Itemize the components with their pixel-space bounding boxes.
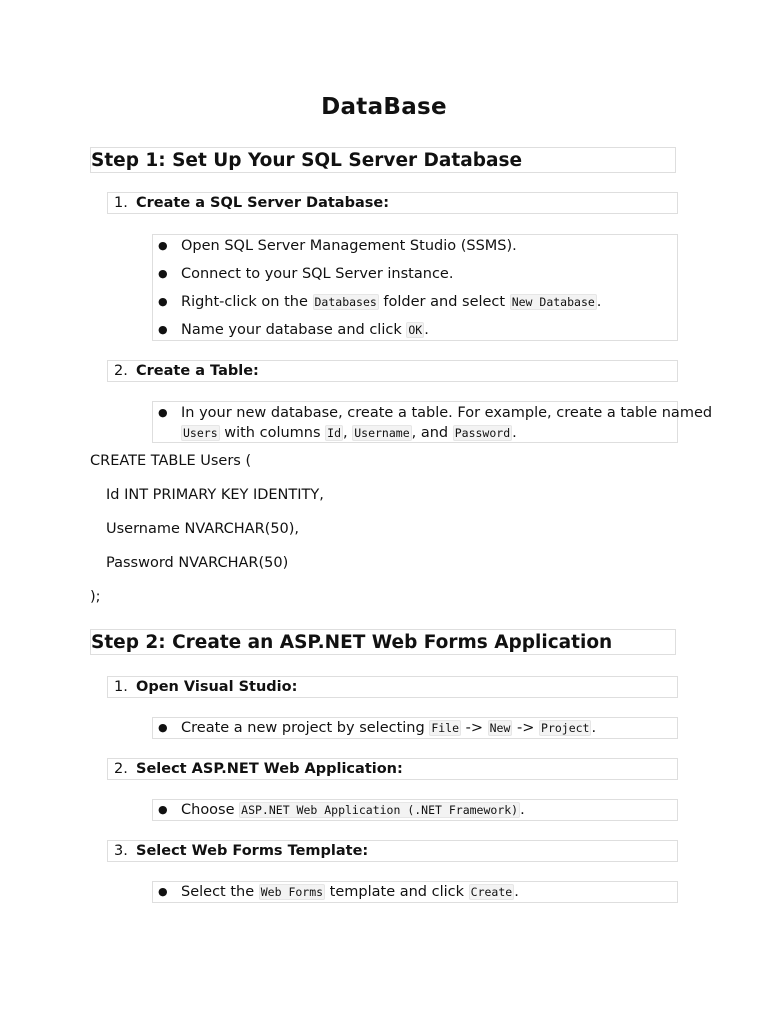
step2-item-2-bullets — [152, 799, 678, 821]
code-id: Id — [327, 426, 342, 440]
bullet-text: . — [514, 884, 519, 900]
step1-item-2-label: Create a Table: — [136, 363, 259, 379]
step1-item-2-number: 2. — [114, 363, 128, 379]
step2-item-2-number: 2. — [114, 761, 128, 777]
step1-heading: Step 1: Set Up Your SQL Server Database — [90, 147, 676, 173]
step1-item-1-number: 1. — [114, 195, 128, 211]
list-item — [153, 718, 677, 738]
bullet-icon: ● — [158, 406, 168, 419]
step1-item-1-bullets — [152, 234, 678, 341]
code-password: Password — [454, 426, 511, 440]
bullet-text: , and — [411, 425, 453, 441]
bullet-text: . — [591, 720, 597, 736]
list-item — [153, 403, 713, 423]
bullet-icon: ● — [158, 885, 168, 898]
code-create: Create — [470, 885, 513, 899]
step2-item-3-label: Select Web Forms Template: — [136, 843, 369, 859]
code-databases: Databases — [314, 295, 377, 309]
bullet-text: with columns — [219, 425, 326, 441]
bullet-icon: ● — [158, 239, 168, 252]
code-username: Username — [354, 426, 410, 440]
list-item — [153, 320, 677, 342]
sql-line-3: Username NVARCHAR(50), — [106, 521, 300, 537]
code-file: File — [431, 721, 460, 735]
bullet-text: . — [512, 425, 517, 441]
sql-line-1: CREATE TABLE Users ( — [90, 453, 252, 469]
bullet-text: -> — [512, 720, 540, 736]
step2-item-3-number: 3. — [114, 843, 128, 859]
step2-heading: Step 2: Create an ASP.NET Web Forms Application — [90, 629, 676, 655]
step2-item-2-label: Select ASP.NET Web Application: — [136, 761, 403, 777]
bullet-icon: ● — [158, 267, 168, 280]
code-web-forms: Web Forms — [260, 885, 324, 899]
bullet-icon: ● — [158, 803, 168, 816]
list-item — [153, 800, 677, 820]
step2-item-3-bullets — [152, 881, 678, 903]
step1-item-2-bullets — [152, 401, 713, 443]
bullet-text: In your new database, create a table. For example, create a table named — [181, 405, 713, 421]
document-title: DataBase — [321, 94, 447, 120]
step2-item-1-bullets — [152, 717, 678, 739]
code-new-database: New Database — [511, 295, 595, 309]
bullet-text: Name your database and click — [181, 322, 407, 338]
bullet-text: , — [343, 425, 353, 441]
step2-item-1-label: Open Visual Studio: — [136, 679, 298, 695]
bullet-text: . — [596, 294, 602, 310]
bullet-text: -> — [461, 720, 488, 736]
code-aspnet-web-application: ASP.NET Web Application (.NET Framework) — [241, 803, 519, 817]
bullet-text: Connect to your SQL Server instance. — [181, 266, 454, 282]
list-item — [153, 236, 677, 264]
bullet-text: template and click — [325, 884, 469, 900]
code-project: Project — [541, 721, 590, 735]
step2-item-2 — [107, 758, 678, 780]
bullet-text: . — [520, 802, 525, 818]
sql-line-2: Id INT PRIMARY KEY IDENTITY, — [106, 487, 324, 503]
bullet-text: Choose — [181, 802, 240, 818]
bullet-text: Create a new project by selecting — [181, 720, 430, 736]
bullet-text: Select the — [181, 884, 259, 900]
code-new: New — [489, 721, 511, 735]
bullet-icon: ● — [158, 323, 168, 336]
list-item — [153, 882, 677, 902]
step1-item-1-label: Create a SQL Server Database: — [136, 195, 389, 211]
step2-item-1 — [107, 676, 678, 698]
list-item-continuation — [153, 423, 677, 443]
bullet-text: folder and select — [378, 294, 510, 310]
bullet-text: Open SQL Server Management Studio (SSMS). — [181, 238, 517, 254]
bullet-text: . — [424, 322, 429, 338]
sql-line-5: ); — [90, 589, 101, 605]
bullet-icon: ● — [158, 721, 168, 734]
bullet-icon: ● — [158, 295, 168, 308]
sql-line-4: Password NVARCHAR(50) — [106, 555, 289, 571]
list-item — [153, 264, 677, 292]
code-users: Users — [183, 426, 218, 440]
bullet-text: Right-click on the — [181, 294, 313, 310]
code-ok: OK — [408, 323, 423, 337]
step1-item-1 — [107, 192, 678, 214]
step1-item-2 — [107, 360, 678, 382]
step2-item-3 — [107, 840, 678, 862]
list-item — [153, 292, 677, 320]
step2-item-1-number: 1. — [114, 679, 128, 695]
